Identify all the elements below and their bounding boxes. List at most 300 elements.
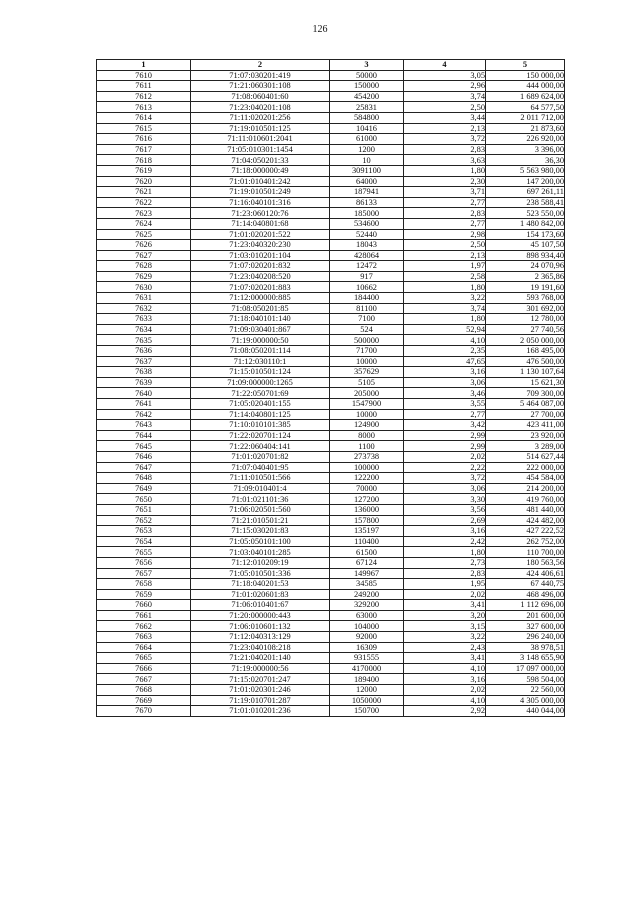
cadastral-number-cell: 71:23:040320:230 bbox=[191, 240, 330, 251]
rate-cell: 3,16 bbox=[404, 526, 486, 537]
area-cell: 12000 bbox=[330, 685, 404, 696]
rate-cell: 2,42 bbox=[404, 536, 486, 547]
rate-cell: 3,46 bbox=[404, 388, 486, 399]
value-cell: 5 464 087,00 bbox=[486, 399, 565, 410]
table-row bbox=[97, 176, 565, 187]
area-cell: 10416 bbox=[330, 123, 404, 134]
table-row bbox=[97, 451, 565, 462]
value-cell: 327 600,00 bbox=[486, 621, 565, 632]
value-cell: 222 000,00 bbox=[486, 462, 565, 473]
area-cell: 150700 bbox=[330, 706, 404, 717]
table-row bbox=[97, 409, 565, 420]
table-row bbox=[97, 557, 565, 568]
rate-cell: 3,41 bbox=[404, 600, 486, 611]
row-number-cell: 7657 bbox=[97, 568, 191, 579]
table-row bbox=[97, 324, 565, 335]
area-cell: 5105 bbox=[330, 377, 404, 388]
cadastral-number-cell: 71:15:020701:247 bbox=[191, 674, 330, 685]
cadastral-number-cell: 71:23:040208:520 bbox=[191, 271, 330, 282]
table-row bbox=[97, 632, 565, 643]
row-number-cell: 7652 bbox=[97, 515, 191, 526]
value-cell: 3 396,00 bbox=[486, 144, 565, 155]
table-row bbox=[97, 335, 565, 346]
cadastral-number-cell: 71:14:040801:68 bbox=[191, 218, 330, 229]
value-cell: 709 300,00 bbox=[486, 388, 565, 399]
cadastral-number-cell: 71:07:020201:883 bbox=[191, 282, 330, 293]
table-row bbox=[97, 441, 565, 452]
cadastral-number-cell: 71:22:020701:124 bbox=[191, 430, 330, 441]
cadastral-number-cell: 71:06:010401:67 bbox=[191, 600, 330, 611]
table-row bbox=[97, 377, 565, 388]
row-number-cell: 7633 bbox=[97, 314, 191, 325]
rate-cell: 2,58 bbox=[404, 271, 486, 282]
area-cell: 61500 bbox=[330, 547, 404, 558]
cadastral-number-cell: 71:20:000000:443 bbox=[191, 610, 330, 621]
row-number-cell: 7616 bbox=[97, 134, 191, 145]
cadastral-number-cell: 71:12:030110:1 bbox=[191, 356, 330, 367]
area-cell: 100000 bbox=[330, 462, 404, 473]
cadastral-number-cell: 71:12:000000:885 bbox=[191, 293, 330, 304]
table-row bbox=[97, 240, 565, 251]
area-cell: 7100 bbox=[330, 314, 404, 325]
value-cell: 36,30 bbox=[486, 155, 565, 166]
row-number-cell: 7615 bbox=[97, 123, 191, 134]
cadastral-number-cell: 71:19:010501:125 bbox=[191, 123, 330, 134]
rate-cell: 2,50 bbox=[404, 102, 486, 113]
row-number-cell: 7619 bbox=[97, 165, 191, 176]
rate-cell: 1,80 bbox=[404, 547, 486, 558]
rate-cell: 2,02 bbox=[404, 451, 486, 462]
area-cell: 10000 bbox=[330, 409, 404, 420]
rate-cell: 3,44 bbox=[404, 112, 486, 123]
area-cell: 187941 bbox=[330, 187, 404, 198]
value-cell: 424 406,61 bbox=[486, 568, 565, 579]
area-cell: 25831 bbox=[330, 102, 404, 113]
cadastral-number-cell: 71:16:040101:316 bbox=[191, 197, 330, 208]
value-cell: 476 500,00 bbox=[486, 356, 565, 367]
rate-cell: 2,22 bbox=[404, 462, 486, 473]
table-row bbox=[97, 81, 565, 92]
cadastral-number-cell: 71:18:000000:49 bbox=[191, 165, 330, 176]
area-cell: 8000 bbox=[330, 430, 404, 441]
value-cell: 45 107,50 bbox=[486, 240, 565, 251]
table-row bbox=[97, 600, 565, 611]
row-number-cell: 7666 bbox=[97, 663, 191, 674]
cadastral-number-cell: 71:01:020301:246 bbox=[191, 685, 330, 696]
cadastral-number-cell: 71:21:010501:21 bbox=[191, 515, 330, 526]
row-number-cell: 7623 bbox=[97, 208, 191, 219]
table-row bbox=[97, 155, 565, 166]
rate-cell: 3,72 bbox=[404, 473, 486, 484]
table-row bbox=[97, 123, 565, 134]
table-row bbox=[97, 653, 565, 664]
area-cell: 10000 bbox=[330, 356, 404, 367]
table-row bbox=[97, 430, 565, 441]
area-cell: 18043 bbox=[330, 240, 404, 251]
row-number-cell: 7639 bbox=[97, 377, 191, 388]
cadastral-number-cell: 71:11:020201:256 bbox=[191, 112, 330, 123]
area-cell: 205000 bbox=[330, 388, 404, 399]
value-cell: 1 112 696,00 bbox=[486, 600, 565, 611]
column-header-2: 2 bbox=[191, 60, 330, 71]
area-cell: 64000 bbox=[330, 176, 404, 187]
table-row bbox=[97, 515, 565, 526]
value-cell: 214 200,00 bbox=[486, 483, 565, 494]
area-cell: 1100 bbox=[330, 441, 404, 452]
column-header-5: 5 bbox=[486, 60, 565, 71]
row-number-cell: 7631 bbox=[97, 293, 191, 304]
area-cell: 10662 bbox=[330, 282, 404, 293]
area-cell: 63000 bbox=[330, 610, 404, 621]
cadastral-number-cell: 71:11:010501:566 bbox=[191, 473, 330, 484]
rate-cell: 4,10 bbox=[404, 695, 486, 706]
rate-cell: 2,02 bbox=[404, 685, 486, 696]
value-cell: 697 261,11 bbox=[486, 187, 565, 198]
table-row bbox=[97, 621, 565, 632]
cadastral-number-cell: 71:01:020201:522 bbox=[191, 229, 330, 240]
row-number-cell: 7634 bbox=[97, 324, 191, 335]
row-number-cell: 7663 bbox=[97, 632, 191, 643]
rate-cell: 1,80 bbox=[404, 282, 486, 293]
table-row bbox=[97, 102, 565, 113]
area-cell: 1200 bbox=[330, 144, 404, 155]
cadastral-number-cell: 71:07:020201:832 bbox=[191, 261, 330, 272]
row-number-cell: 7665 bbox=[97, 653, 191, 664]
rate-cell: 2,77 bbox=[404, 218, 486, 229]
value-cell: 262 752,00 bbox=[486, 536, 565, 547]
cadastral-number-cell: 71:15:010501:124 bbox=[191, 367, 330, 378]
row-number-cell: 7651 bbox=[97, 504, 191, 515]
row-number-cell: 7654 bbox=[97, 536, 191, 547]
area-cell: 524 bbox=[330, 324, 404, 335]
rate-cell: 3,22 bbox=[404, 632, 486, 643]
table-row bbox=[97, 293, 565, 304]
row-number-cell: 7649 bbox=[97, 483, 191, 494]
rate-cell: 2,69 bbox=[404, 515, 486, 526]
cadastral-number-cell: 71:05:010301:1454 bbox=[191, 144, 330, 155]
rate-cell: 3,05 bbox=[404, 70, 486, 81]
value-cell: 38 978,51 bbox=[486, 642, 565, 653]
area-cell: 189400 bbox=[330, 674, 404, 685]
row-number-cell: 7632 bbox=[97, 303, 191, 314]
cadastral-number-cell: 71:10:010101:385 bbox=[191, 420, 330, 431]
table-row bbox=[97, 70, 565, 81]
table-row bbox=[97, 165, 565, 176]
table-row bbox=[97, 685, 565, 696]
cadastral-number-cell: 71:12:010209:19 bbox=[191, 557, 330, 568]
table-row bbox=[97, 261, 565, 272]
row-number-cell: 7629 bbox=[97, 271, 191, 282]
rate-cell: 2,50 bbox=[404, 240, 486, 251]
table-row bbox=[97, 473, 565, 484]
table-row bbox=[97, 144, 565, 155]
row-number-cell: 7626 bbox=[97, 240, 191, 251]
table-row bbox=[97, 494, 565, 505]
value-cell: 12 780,00 bbox=[486, 314, 565, 325]
value-cell: 5 563 980,00 bbox=[486, 165, 565, 176]
page-number: 126 bbox=[312, 24, 328, 35]
value-cell: 598 504,00 bbox=[486, 674, 565, 685]
rate-cell: 3,06 bbox=[404, 483, 486, 494]
rate-cell: 3,15 bbox=[404, 621, 486, 632]
cadastral-number-cell: 71:12:040313:129 bbox=[191, 632, 330, 643]
table-row bbox=[97, 112, 565, 123]
value-cell: 4 305 000,00 bbox=[486, 695, 565, 706]
value-cell: 2 050 000,00 bbox=[486, 335, 565, 346]
row-number-cell: 7637 bbox=[97, 356, 191, 367]
row-number-cell: 7658 bbox=[97, 579, 191, 590]
row-number-cell: 7636 bbox=[97, 346, 191, 357]
table-row bbox=[97, 536, 565, 547]
table-row bbox=[97, 663, 565, 674]
area-cell: 61000 bbox=[330, 134, 404, 145]
rate-cell: 3,63 bbox=[404, 155, 486, 166]
row-number-cell: 7664 bbox=[97, 642, 191, 653]
cadastral-number-cell: 71:05:010501:336 bbox=[191, 568, 330, 579]
row-number-cell: 7610 bbox=[97, 70, 191, 81]
rate-cell: 3,20 bbox=[404, 610, 486, 621]
value-cell: 154 173,60 bbox=[486, 229, 565, 240]
area-cell: 357629 bbox=[330, 367, 404, 378]
column-header-row bbox=[97, 60, 565, 71]
table-row bbox=[97, 367, 565, 378]
table-row bbox=[97, 134, 565, 145]
value-cell: 147 200,00 bbox=[486, 176, 565, 187]
cadastral-number-cell: 71:15:030201:83 bbox=[191, 526, 330, 537]
table-row bbox=[97, 526, 565, 537]
value-cell: 593 768,00 bbox=[486, 293, 565, 304]
value-cell: 898 934,40 bbox=[486, 250, 565, 261]
row-number-cell: 7662 bbox=[97, 621, 191, 632]
row-number-cell: 7622 bbox=[97, 197, 191, 208]
row-number-cell: 7642 bbox=[97, 409, 191, 420]
value-cell: 67 440,75 bbox=[486, 579, 565, 590]
row-number-cell: 7648 bbox=[97, 473, 191, 484]
area-cell: 1547900 bbox=[330, 399, 404, 410]
value-cell: 481 440,00 bbox=[486, 504, 565, 515]
row-number-cell: 7614 bbox=[97, 112, 191, 123]
rate-cell: 1,80 bbox=[404, 314, 486, 325]
table-row bbox=[97, 314, 565, 325]
table-row bbox=[97, 282, 565, 293]
area-cell: 454200 bbox=[330, 91, 404, 102]
cadastral-number-cell: 71:19:010501:249 bbox=[191, 187, 330, 198]
area-cell: 3091100 bbox=[330, 165, 404, 176]
table-row bbox=[97, 303, 565, 314]
value-cell: 22 560,00 bbox=[486, 685, 565, 696]
value-cell: 17 097 000,00 bbox=[486, 663, 565, 674]
value-cell: 427 222,52 bbox=[486, 526, 565, 537]
value-cell: 454 584,00 bbox=[486, 473, 565, 484]
area-cell: 92000 bbox=[330, 632, 404, 643]
cadastral-number-cell: 71:18:040101:140 bbox=[191, 314, 330, 325]
row-number-cell: 7628 bbox=[97, 261, 191, 272]
rate-cell: 2,73 bbox=[404, 557, 486, 568]
rate-cell: 1,80 bbox=[404, 165, 486, 176]
value-cell: 226 920,00 bbox=[486, 134, 565, 145]
cadastral-number-cell: 71:18:040201:53 bbox=[191, 579, 330, 590]
rate-cell: 47,65 bbox=[404, 356, 486, 367]
table-row bbox=[97, 250, 565, 261]
area-cell: 249200 bbox=[330, 589, 404, 600]
rate-cell: 2,83 bbox=[404, 568, 486, 579]
row-number-cell: 7653 bbox=[97, 526, 191, 537]
rate-cell: 2,83 bbox=[404, 144, 486, 155]
row-number-cell: 7627 bbox=[97, 250, 191, 261]
row-number-cell: 7646 bbox=[97, 451, 191, 462]
row-number-cell: 7611 bbox=[97, 81, 191, 92]
area-cell: 1050000 bbox=[330, 695, 404, 706]
area-cell: 184400 bbox=[330, 293, 404, 304]
area-cell: 534600 bbox=[330, 218, 404, 229]
row-number-cell: 7625 bbox=[97, 229, 191, 240]
table-row bbox=[97, 218, 565, 229]
area-cell: 135197 bbox=[330, 526, 404, 537]
rate-cell: 3,71 bbox=[404, 187, 486, 198]
table-row bbox=[97, 399, 565, 410]
area-cell: 149967 bbox=[330, 568, 404, 579]
table-row bbox=[97, 208, 565, 219]
row-number-cell: 7669 bbox=[97, 695, 191, 706]
cadastral-number-cell: 71:19:000000:50 bbox=[191, 335, 330, 346]
column-header-1: 1 bbox=[97, 60, 191, 71]
value-cell: 201 600,00 bbox=[486, 610, 565, 621]
table-row bbox=[97, 229, 565, 240]
area-cell: 124900 bbox=[330, 420, 404, 431]
cadastral-number-cell: 71:22:050701:69 bbox=[191, 388, 330, 399]
row-number-cell: 7667 bbox=[97, 674, 191, 685]
area-cell: 81100 bbox=[330, 303, 404, 314]
row-number-cell: 7650 bbox=[97, 494, 191, 505]
value-cell: 424 482,00 bbox=[486, 515, 565, 526]
area-cell: 329200 bbox=[330, 600, 404, 611]
rate-cell: 3,72 bbox=[404, 134, 486, 145]
value-cell: 64 577,50 bbox=[486, 102, 565, 113]
value-cell: 3 148 655,90 bbox=[486, 653, 565, 664]
row-number-cell: 7612 bbox=[97, 91, 191, 102]
value-cell: 23 920,00 bbox=[486, 430, 565, 441]
cadastral-number-cell: 71:09:030401:867 bbox=[191, 324, 330, 335]
cadastral-number-cell: 71:09:010401:4 bbox=[191, 483, 330, 494]
column-header-4: 4 bbox=[404, 60, 486, 71]
table-row bbox=[97, 674, 565, 685]
value-cell: 3 289,00 bbox=[486, 441, 565, 452]
row-number-cell: 7641 bbox=[97, 399, 191, 410]
rate-cell: 3,55 bbox=[404, 399, 486, 410]
value-cell: 514 627,44 bbox=[486, 451, 565, 462]
cadastral-number-cell: 71:05:020401:155 bbox=[191, 399, 330, 410]
area-cell: 122200 bbox=[330, 473, 404, 484]
table-row bbox=[97, 610, 565, 621]
row-number-cell: 7670 bbox=[97, 706, 191, 717]
rate-cell: 2,43 bbox=[404, 642, 486, 653]
rate-cell: 2,99 bbox=[404, 430, 486, 441]
cadastral-number-cell: 71:14:040801:125 bbox=[191, 409, 330, 420]
row-number-cell: 7640 bbox=[97, 388, 191, 399]
value-cell: 27 740,56 bbox=[486, 324, 565, 335]
area-cell: 110400 bbox=[330, 536, 404, 547]
area-cell: 185000 bbox=[330, 208, 404, 219]
cadastral-number-cell: 71:05:050101:100 bbox=[191, 536, 330, 547]
value-cell: 15 621,30 bbox=[486, 377, 565, 388]
cadastral-number-cell: 71:23:040201:108 bbox=[191, 102, 330, 113]
rate-cell: 2,13 bbox=[404, 123, 486, 134]
rate-cell: 2,98 bbox=[404, 229, 486, 240]
value-cell: 2 011 712,00 bbox=[486, 112, 565, 123]
row-number-cell: 7644 bbox=[97, 430, 191, 441]
value-cell: 296 240,00 bbox=[486, 632, 565, 643]
area-cell: 917 bbox=[330, 271, 404, 282]
area-cell: 50000 bbox=[330, 70, 404, 81]
value-cell: 2 365,86 bbox=[486, 271, 565, 282]
value-cell: 440 044,00 bbox=[486, 706, 565, 717]
row-number-cell: 7621 bbox=[97, 187, 191, 198]
cadastral-number-cell: 71:23:060120:76 bbox=[191, 208, 330, 219]
rate-cell: 3,16 bbox=[404, 674, 486, 685]
value-cell: 468 496,00 bbox=[486, 589, 565, 600]
rate-cell: 2,96 bbox=[404, 81, 486, 92]
table-row bbox=[97, 642, 565, 653]
value-cell: 19 191,60 bbox=[486, 282, 565, 293]
row-number-cell: 7618 bbox=[97, 155, 191, 166]
area-cell: 428064 bbox=[330, 250, 404, 261]
cadastral-number-cell: 71:19:010701:287 bbox=[191, 695, 330, 706]
row-number-cell: 7635 bbox=[97, 335, 191, 346]
table-row bbox=[97, 356, 565, 367]
area-cell: 71700 bbox=[330, 346, 404, 357]
row-number-cell: 7668 bbox=[97, 685, 191, 696]
value-cell: 1 689 624,00 bbox=[486, 91, 565, 102]
cadastral-number-cell: 71:03:040101:285 bbox=[191, 547, 330, 558]
row-number-cell: 7613 bbox=[97, 102, 191, 113]
row-number-cell: 7659 bbox=[97, 589, 191, 600]
area-cell: 86133 bbox=[330, 197, 404, 208]
rate-cell: 2,30 bbox=[404, 176, 486, 187]
cadastral-number-cell: 71:01:010201:236 bbox=[191, 706, 330, 717]
column-header-3: 3 bbox=[330, 60, 404, 71]
row-number-cell: 7656 bbox=[97, 557, 191, 568]
area-cell: 67124 bbox=[330, 557, 404, 568]
value-cell: 150 000,00 bbox=[486, 70, 565, 81]
cadastral-number-cell: 71:01:020601:83 bbox=[191, 589, 330, 600]
rate-cell: 3,06 bbox=[404, 377, 486, 388]
area-cell: 136000 bbox=[330, 504, 404, 515]
rate-cell: 3,42 bbox=[404, 420, 486, 431]
cadastral-number-cell: 71:07:040401:95 bbox=[191, 462, 330, 473]
cadastral-number-cell: 71:06:020501:560 bbox=[191, 504, 330, 515]
cadastral-number-cell: 71:08:050201:85 bbox=[191, 303, 330, 314]
table-row bbox=[97, 695, 565, 706]
rate-cell: 3,22 bbox=[404, 293, 486, 304]
value-cell: 180 563,56 bbox=[486, 557, 565, 568]
rate-cell: 2,77 bbox=[404, 409, 486, 420]
area-cell: 127200 bbox=[330, 494, 404, 505]
rate-cell: 3,74 bbox=[404, 303, 486, 314]
row-number-cell: 7661 bbox=[97, 610, 191, 621]
rate-cell: 1,95 bbox=[404, 579, 486, 590]
cadastral-number-cell: 71:08:060401:60 bbox=[191, 91, 330, 102]
area-cell: 150000 bbox=[330, 81, 404, 92]
table-row bbox=[97, 706, 565, 717]
area-cell: 500000 bbox=[330, 335, 404, 346]
value-cell: 1 130 107,64 bbox=[486, 367, 565, 378]
area-cell: 70000 bbox=[330, 483, 404, 494]
table-row bbox=[97, 346, 565, 357]
area-cell: 104000 bbox=[330, 621, 404, 632]
cadastral-number-cell: 71:03:010201:104 bbox=[191, 250, 330, 261]
value-cell: 1 480 842,00 bbox=[486, 218, 565, 229]
table-row bbox=[97, 91, 565, 102]
